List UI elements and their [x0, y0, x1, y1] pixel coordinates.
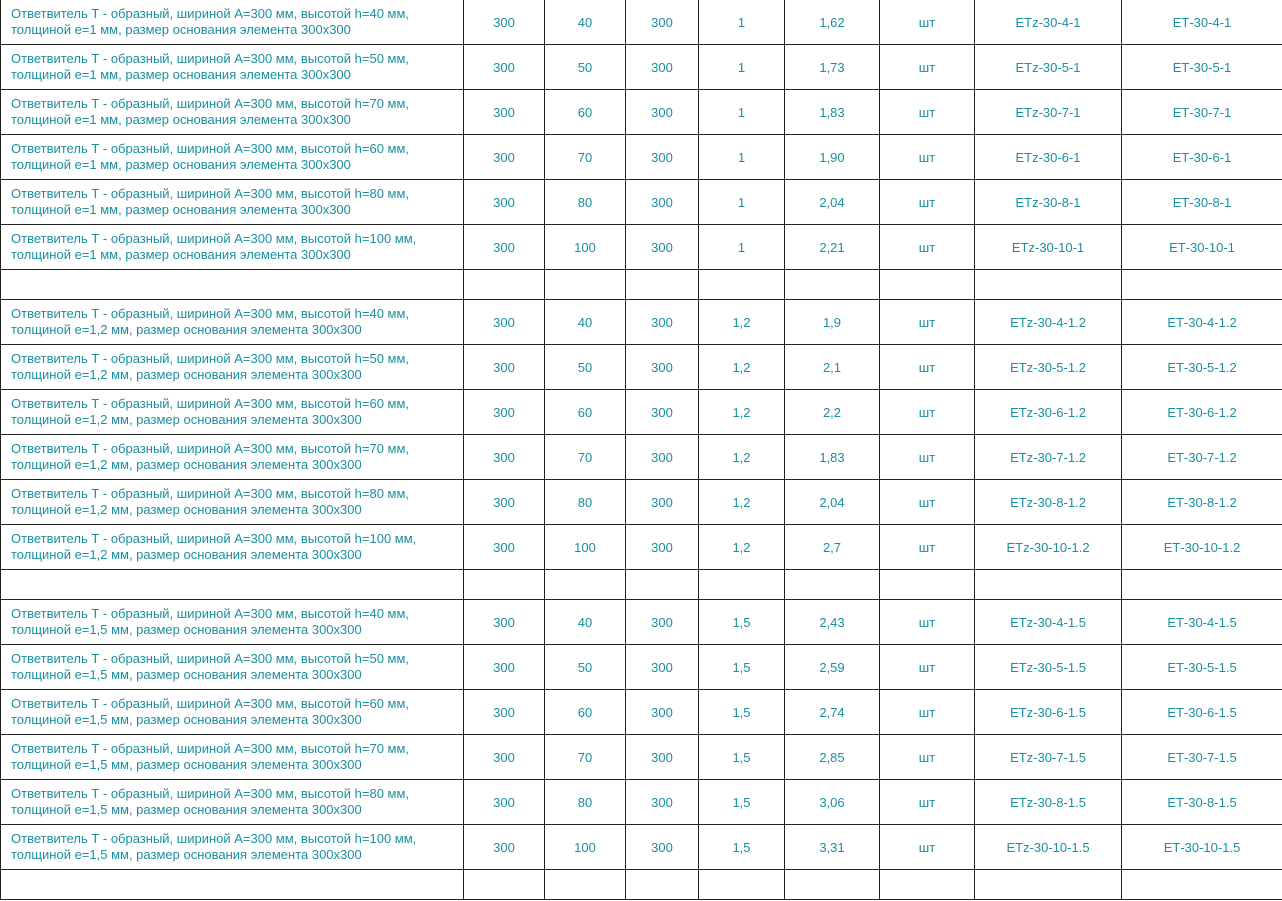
- width-cell: 300: [464, 825, 545, 870]
- unit-cell: шт: [880, 480, 975, 525]
- description-cell: Ответвитель Т - образный, шириной А=300 мм, высотой h=100 мм, толщиной е=1,5 мм, размер основания элемента 300х300: [1, 825, 464, 870]
- thickness-cell: 1,5: [699, 780, 785, 825]
- thickness-cell: 1: [699, 135, 785, 180]
- mass-cell: 1,83: [785, 90, 880, 135]
- unit-cell: шт: [880, 300, 975, 345]
- catalog-code-cell: ЕТ-30-6-1: [1122, 135, 1282, 180]
- article-code-cell: ETz-30-4-1.2: [975, 300, 1122, 345]
- unit-cell: шт: [880, 180, 975, 225]
- empty-cell: [975, 570, 1122, 600]
- catalog-code-cell: ЕТ-30-8-1.5: [1122, 780, 1282, 825]
- table-row: [1, 390, 1282, 435]
- mass-cell: 2,7: [785, 525, 880, 570]
- thickness-cell: 1,5: [699, 600, 785, 645]
- height-cell: 80: [545, 480, 626, 525]
- height-cell: 100: [545, 825, 626, 870]
- article-code-cell: ETz-30-7-1.2: [975, 435, 1122, 480]
- spacer-row: [1, 270, 1282, 300]
- thickness-cell: 1: [699, 90, 785, 135]
- spacer-row: [1, 570, 1282, 600]
- article-code-cell: ETz-30-4-1: [975, 0, 1122, 45]
- base-cell: 300: [626, 780, 699, 825]
- table-row: [1, 690, 1282, 735]
- spacer-row: [1, 870, 1282, 900]
- description-cell: Ответвитель Т - образный, шириной А=300 мм, высотой h=100 мм, толщиной е=1,2 мм, размер основания элемента 300х300: [1, 525, 464, 570]
- empty-cell: [1122, 570, 1282, 600]
- table-row: [1, 0, 1282, 45]
- catalog-code-cell: ЕТ-30-10-1: [1122, 225, 1282, 270]
- unit-cell: шт: [880, 0, 975, 45]
- empty-cell: [1, 570, 464, 600]
- empty-cell: [1, 270, 464, 300]
- description-cell: Ответвитель Т - образный, шириной А=300 мм, высотой h=80 мм, толщиной е=1,2 мм, размер основания элемента 300х300: [1, 480, 464, 525]
- empty-cell: [975, 870, 1122, 900]
- height-cell: 60: [545, 90, 626, 135]
- catalog-code-cell: ЕТ-30-4-1: [1122, 0, 1282, 45]
- mass-cell: 1,9: [785, 300, 880, 345]
- base-cell: 300: [626, 525, 699, 570]
- mass-cell: 2,59: [785, 645, 880, 690]
- mass-cell: 3,31: [785, 825, 880, 870]
- description-cell: Ответвитель Т - образный, шириной А=300 мм, высотой h=60 мм, толщиной е=1,5 мм, размер основания элемента 300х300: [1, 690, 464, 735]
- height-cell: 80: [545, 780, 626, 825]
- article-code-cell: ETz-30-6-1.5: [975, 690, 1122, 735]
- height-cell: 60: [545, 690, 626, 735]
- article-code-cell: ETz-30-6-1.2: [975, 390, 1122, 435]
- table-row: [1, 300, 1282, 345]
- unit-cell: шт: [880, 135, 975, 180]
- thickness-cell: 1,2: [699, 435, 785, 480]
- description-cell: Ответвитель Т - образный, шириной А=300 мм, высотой h=60 мм, толщиной е=1 мм, размер основания элемента 300х300: [1, 135, 464, 180]
- height-cell: 50: [545, 645, 626, 690]
- empty-cell: [785, 570, 880, 600]
- unit-cell: шт: [880, 345, 975, 390]
- base-cell: 300: [626, 690, 699, 735]
- description-cell: Ответвитель Т - образный, шириной А=300 мм, высотой h=40 мм, толщиной е=1,2 мм, размер основания элемента 300х300: [1, 300, 464, 345]
- height-cell: 50: [545, 345, 626, 390]
- base-cell: 300: [626, 480, 699, 525]
- width-cell: 300: [464, 300, 545, 345]
- base-cell: 300: [626, 645, 699, 690]
- table-row: [1, 480, 1282, 525]
- width-cell: 300: [464, 735, 545, 780]
- catalog-code-cell: ЕТ-30-10-1.5: [1122, 825, 1282, 870]
- base-cell: 300: [626, 90, 699, 135]
- description-cell: Ответвитель Т - образный, шириной А=300 мм, высотой h=50 мм, толщиной е=1 мм, размер основания элемента 300х300: [1, 45, 464, 90]
- unit-cell: шт: [880, 600, 975, 645]
- mass-cell: 2,1: [785, 345, 880, 390]
- description-cell: Ответвитель Т - образный, шириной А=300 мм, высотой h=50 мм, толщиной е=1,2 мм, размер основания элемента 300х300: [1, 345, 464, 390]
- catalog-code-cell: ЕТ-30-6-1.5: [1122, 690, 1282, 735]
- width-cell: 300: [464, 780, 545, 825]
- description-cell: Ответвитель Т - образный, шириной А=300 мм, высотой h=100 мм, толщиной е=1 мм, размер основания элемента 300х300: [1, 225, 464, 270]
- empty-cell: [626, 870, 699, 900]
- unit-cell: шт: [880, 390, 975, 435]
- empty-cell: [545, 570, 626, 600]
- spec-table-body: [1, 0, 1282, 900]
- mass-cell: 2,74: [785, 690, 880, 735]
- width-cell: 300: [464, 345, 545, 390]
- width-cell: 300: [464, 645, 545, 690]
- table-row: [1, 435, 1282, 480]
- width-cell: 300: [464, 525, 545, 570]
- height-cell: 50: [545, 45, 626, 90]
- width-cell: 300: [464, 225, 545, 270]
- catalog-code-cell: ЕТ-30-4-1.5: [1122, 600, 1282, 645]
- unit-cell: шт: [880, 690, 975, 735]
- table-row: [1, 735, 1282, 780]
- table-row: [1, 600, 1282, 645]
- unit-cell: шт: [880, 645, 975, 690]
- height-cell: 70: [545, 135, 626, 180]
- mass-cell: 1,73: [785, 45, 880, 90]
- empty-cell: [1122, 870, 1282, 900]
- empty-cell: [880, 570, 975, 600]
- article-code-cell: ETz-30-7-1.5: [975, 735, 1122, 780]
- width-cell: 300: [464, 480, 545, 525]
- table-row: [1, 180, 1282, 225]
- catalog-code-cell: ЕТ-30-4-1.2: [1122, 300, 1282, 345]
- table-row: [1, 90, 1282, 135]
- base-cell: 300: [626, 225, 699, 270]
- mass-cell: 2,04: [785, 180, 880, 225]
- width-cell: 300: [464, 600, 545, 645]
- description-cell: Ответвитель Т - образный, шириной А=300 мм, высотой h=40 мм, толщиной е=1 мм, размер основания элемента 300х300: [1, 0, 464, 45]
- catalog-code-cell: ЕТ-30-8-1.2: [1122, 480, 1282, 525]
- mass-cell: 2,04: [785, 480, 880, 525]
- thickness-cell: 1: [699, 45, 785, 90]
- empty-cell: [1122, 270, 1282, 300]
- empty-cell: [626, 270, 699, 300]
- empty-cell: [699, 870, 785, 900]
- empty-cell: [699, 270, 785, 300]
- thickness-cell: 1,2: [699, 480, 785, 525]
- mass-cell: 2,21: [785, 225, 880, 270]
- height-cell: 40: [545, 300, 626, 345]
- article-code-cell: ETz-30-5-1: [975, 45, 1122, 90]
- width-cell: 300: [464, 0, 545, 45]
- thickness-cell: 1,2: [699, 390, 785, 435]
- thickness-cell: 1,2: [699, 300, 785, 345]
- height-cell: 100: [545, 225, 626, 270]
- catalog-code-cell: ЕТ-30-5-1.2: [1122, 345, 1282, 390]
- unit-cell: шт: [880, 435, 975, 480]
- table-row: [1, 45, 1282, 90]
- thickness-cell: 1,2: [699, 345, 785, 390]
- article-code-cell: ETz-30-10-1: [975, 225, 1122, 270]
- thickness-cell: 1,5: [699, 645, 785, 690]
- mass-cell: 1,83: [785, 435, 880, 480]
- mass-cell: 2,2: [785, 390, 880, 435]
- empty-cell: [785, 270, 880, 300]
- article-code-cell: ETz-30-6-1: [975, 135, 1122, 180]
- article-code-cell: ETz-30-10-1.2: [975, 525, 1122, 570]
- empty-cell: [880, 870, 975, 900]
- empty-cell: [464, 870, 545, 900]
- description-cell: Ответвитель Т - образный, шириной А=300 мм, высотой h=80 мм, толщиной е=1 мм, размер основания элемента 300х300: [1, 180, 464, 225]
- height-cell: 40: [545, 0, 626, 45]
- width-cell: 300: [464, 435, 545, 480]
- base-cell: 300: [626, 180, 699, 225]
- width-cell: 300: [464, 390, 545, 435]
- description-cell: Ответвитель Т - образный, шириной А=300 мм, высотой h=70 мм, толщиной е=1 мм, размер основания элемента 300х300: [1, 90, 464, 135]
- base-cell: 300: [626, 45, 699, 90]
- unit-cell: шт: [880, 780, 975, 825]
- article-code-cell: ETz-30-8-1.2: [975, 480, 1122, 525]
- width-cell: 300: [464, 45, 545, 90]
- article-code-cell: ETz-30-5-1.2: [975, 345, 1122, 390]
- description-cell: Ответвитель Т - образный, шириной А=300 мм, высотой h=70 мм, толщиной е=1,5 мм, размер основания элемента 300х300: [1, 735, 464, 780]
- empty-cell: [545, 870, 626, 900]
- catalog-code-cell: ЕТ-30-5-1: [1122, 45, 1282, 90]
- empty-cell: [464, 570, 545, 600]
- width-cell: 300: [464, 135, 545, 180]
- base-cell: 300: [626, 390, 699, 435]
- mass-cell: 2,43: [785, 600, 880, 645]
- base-cell: 300: [626, 435, 699, 480]
- empty-cell: [1, 870, 464, 900]
- description-cell: Ответвитель Т - образный, шириной А=300 мм, высотой h=80 мм, толщиной е=1,5 мм, размер основания элемента 300х300: [1, 780, 464, 825]
- catalog-code-cell: ЕТ-30-10-1.2: [1122, 525, 1282, 570]
- mass-cell: 1,62: [785, 0, 880, 45]
- thickness-cell: 1,5: [699, 735, 785, 780]
- empty-cell: [464, 270, 545, 300]
- width-cell: 300: [464, 690, 545, 735]
- unit-cell: шт: [880, 90, 975, 135]
- table-row: [1, 825, 1282, 870]
- unit-cell: шт: [880, 825, 975, 870]
- article-code-cell: ETz-30-8-1.5: [975, 780, 1122, 825]
- height-cell: 70: [545, 435, 626, 480]
- catalog-code-cell: ЕТ-30-8-1: [1122, 180, 1282, 225]
- thickness-cell: 1: [699, 180, 785, 225]
- empty-cell: [785, 870, 880, 900]
- empty-cell: [626, 570, 699, 600]
- height-cell: 100: [545, 525, 626, 570]
- table-row: [1, 135, 1282, 180]
- unit-cell: шт: [880, 45, 975, 90]
- thickness-cell: 1,2: [699, 525, 785, 570]
- description-cell: Ответвитель Т - образный, шириной А=300 мм, высотой h=60 мм, толщиной е=1,2 мм, размер основания элемента 300х300: [1, 390, 464, 435]
- empty-cell: [975, 270, 1122, 300]
- article-code-cell: ETz-30-7-1: [975, 90, 1122, 135]
- unit-cell: шт: [880, 735, 975, 780]
- empty-cell: [545, 270, 626, 300]
- description-cell: Ответвитель Т - образный, шириной А=300 мм, высотой h=70 мм, толщиной е=1,2 мм, размер основания элемента 300х300: [1, 435, 464, 480]
- mass-cell: 3,06: [785, 780, 880, 825]
- table-row: [1, 645, 1282, 690]
- base-cell: 300: [626, 825, 699, 870]
- width-cell: 300: [464, 180, 545, 225]
- height-cell: 70: [545, 735, 626, 780]
- catalog-code-cell: ЕТ-30-6-1.2: [1122, 390, 1282, 435]
- height-cell: 80: [545, 180, 626, 225]
- thickness-cell: 1: [699, 0, 785, 45]
- article-code-cell: ETz-30-5-1.5: [975, 645, 1122, 690]
- catalog-code-cell: ЕТ-30-7-1: [1122, 90, 1282, 135]
- base-cell: 300: [626, 345, 699, 390]
- base-cell: 300: [626, 735, 699, 780]
- empty-cell: [880, 270, 975, 300]
- table-row: [1, 225, 1282, 270]
- width-cell: 300: [464, 90, 545, 135]
- catalog-code-cell: ЕТ-30-7-1.5: [1122, 735, 1282, 780]
- thickness-cell: 1: [699, 225, 785, 270]
- thickness-cell: 1,5: [699, 825, 785, 870]
- article-code-cell: ETz-30-8-1: [975, 180, 1122, 225]
- unit-cell: шт: [880, 225, 975, 270]
- mass-cell: 2,85: [785, 735, 880, 780]
- table-row: [1, 525, 1282, 570]
- description-cell: Ответвитель Т - образный, шириной А=300 мм, высотой h=50 мм, толщиной е=1,5 мм, размер основания элемента 300х300: [1, 645, 464, 690]
- height-cell: 60: [545, 390, 626, 435]
- base-cell: 300: [626, 135, 699, 180]
- base-cell: 300: [626, 600, 699, 645]
- catalog-code-cell: ЕТ-30-7-1.2: [1122, 435, 1282, 480]
- mass-cell: 1,90: [785, 135, 880, 180]
- article-code-cell: ETz-30-10-1.5: [975, 825, 1122, 870]
- unit-cell: шт: [880, 525, 975, 570]
- table-row: [1, 345, 1282, 390]
- height-cell: 40: [545, 600, 626, 645]
- base-cell: 300: [626, 0, 699, 45]
- thickness-cell: 1,5: [699, 690, 785, 735]
- table-row: [1, 780, 1282, 825]
- catalog-code-cell: ЕТ-30-5-1.5: [1122, 645, 1282, 690]
- base-cell: 300: [626, 300, 699, 345]
- empty-cell: [699, 570, 785, 600]
- description-cell: Ответвитель Т - образный, шириной А=300 мм, высотой h=40 мм, толщиной е=1,5 мм, размер основания элемента 300х300: [1, 600, 464, 645]
- article-code-cell: ETz-30-4-1.5: [975, 600, 1122, 645]
